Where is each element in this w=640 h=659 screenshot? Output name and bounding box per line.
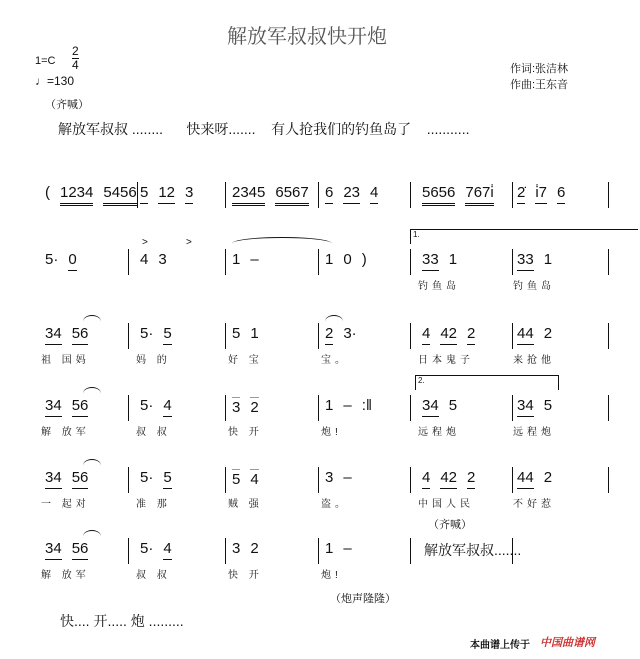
note: 5 bbox=[163, 325, 171, 345]
slur bbox=[83, 530, 101, 543]
lyrics: 快 开 bbox=[228, 570, 263, 581]
barline bbox=[608, 323, 609, 349]
notes bbox=[422, 325, 485, 345]
notes bbox=[140, 325, 182, 345]
notes bbox=[325, 469, 362, 488]
note: 5· bbox=[140, 540, 154, 557]
note: 5 bbox=[448, 397, 458, 414]
slur bbox=[83, 387, 101, 400]
note: 1 bbox=[325, 251, 334, 268]
note: 4 bbox=[422, 469, 430, 489]
barline bbox=[512, 182, 513, 208]
barline bbox=[410, 323, 411, 349]
note: 5 bbox=[543, 397, 553, 414]
notes bbox=[232, 184, 319, 206]
barline bbox=[318, 323, 319, 349]
barline bbox=[225, 467, 226, 493]
volta-bracket: 1. bbox=[410, 229, 638, 244]
lyrics: 日本鬼子 bbox=[418, 355, 474, 366]
note: 2 bbox=[543, 325, 553, 342]
note: 1 bbox=[543, 251, 553, 268]
note: 44 bbox=[517, 469, 534, 489]
note: 6567 bbox=[275, 184, 308, 206]
shout-direction-2: （齐喊） bbox=[428, 519, 472, 531]
barline bbox=[608, 249, 609, 275]
barline bbox=[128, 323, 129, 349]
key-signature: 1=C bbox=[35, 55, 56, 67]
barline bbox=[512, 467, 513, 493]
notes bbox=[517, 397, 562, 417]
notes bbox=[45, 184, 147, 206]
note: 5 bbox=[232, 471, 241, 488]
time-signature bbox=[72, 45, 79, 72]
note: i̇7 bbox=[535, 184, 547, 204]
slur bbox=[325, 315, 343, 328]
spoken-intro: 解放军叔叔 ........ 快来呀....... 有人抢我们的钓鱼岛了 ........... bbox=[58, 121, 470, 137]
note: 5· bbox=[140, 325, 154, 342]
notes bbox=[325, 397, 382, 416]
footer-text: 本曲谱上传于 bbox=[470, 640, 530, 651]
note: 56 bbox=[72, 397, 89, 417]
barline bbox=[608, 467, 609, 493]
lyrics: 远程炮 bbox=[513, 427, 555, 438]
lyrics: 解 放军 bbox=[41, 570, 90, 581]
barline bbox=[608, 182, 609, 208]
note: 33 bbox=[517, 251, 534, 271]
notes bbox=[422, 397, 467, 417]
slur bbox=[83, 459, 101, 472]
note: 5 bbox=[232, 325, 241, 342]
note: 34 bbox=[45, 469, 62, 489]
note: – bbox=[343, 540, 352, 557]
note: 34 bbox=[422, 397, 439, 417]
song-title: 解放军叔叔快开炮 bbox=[227, 24, 387, 48]
note: 4 bbox=[370, 184, 378, 204]
notes bbox=[140, 397, 182, 417]
barline bbox=[512, 249, 513, 275]
note: 34 bbox=[517, 397, 534, 417]
barline bbox=[608, 395, 609, 421]
lyrics: 钓鱼岛 bbox=[513, 281, 555, 292]
slur bbox=[232, 237, 332, 250]
lyrics: 炮! bbox=[321, 570, 342, 581]
barline bbox=[225, 538, 226, 564]
note: 2 bbox=[467, 325, 475, 345]
note: – bbox=[343, 469, 352, 486]
note: 2 bbox=[325, 325, 333, 345]
lyrics: 准 那 bbox=[136, 499, 171, 510]
notes bbox=[232, 251, 269, 270]
note: 4 bbox=[163, 397, 171, 417]
barline bbox=[225, 249, 226, 275]
note: 44 bbox=[517, 325, 534, 345]
note: 42 bbox=[440, 325, 457, 345]
notes bbox=[45, 469, 98, 489]
notes bbox=[232, 540, 269, 559]
barline bbox=[225, 395, 226, 421]
note: 23 bbox=[343, 184, 360, 204]
note: 5· bbox=[45, 251, 59, 268]
note: 6 bbox=[557, 184, 565, 204]
time-denominator: 4 bbox=[72, 58, 79, 72]
accent-mark: > bbox=[186, 237, 192, 248]
shout-direction: （齐喊） bbox=[45, 99, 89, 111]
site-logo[interactable]: 中国曲谱网 bbox=[540, 637, 595, 649]
lyrics: 妈 的 bbox=[136, 355, 171, 366]
note: 4 bbox=[422, 325, 430, 345]
barline bbox=[128, 395, 129, 421]
lyrics: 不好惹 bbox=[513, 499, 555, 510]
lyrics: 解 放军 bbox=[41, 427, 90, 438]
barline bbox=[512, 395, 513, 421]
lyricist-credit: 作词:张洁林 bbox=[510, 63, 569, 75]
note: ( bbox=[45, 184, 50, 201]
lyrics: 贼 强 bbox=[228, 499, 263, 510]
lyrics: 远程炮 bbox=[418, 427, 460, 438]
lyrics: 一 起对 bbox=[41, 499, 90, 510]
note: 2 bbox=[250, 540, 259, 557]
notes bbox=[422, 184, 504, 206]
notes bbox=[140, 184, 203, 204]
note: 767i̇ bbox=[465, 184, 493, 206]
lyrics: 盗。 bbox=[321, 499, 349, 510]
note: 1234 bbox=[60, 184, 93, 206]
time-numerator: 2 bbox=[72, 44, 79, 58]
note: 2 bbox=[467, 469, 475, 489]
notes bbox=[45, 397, 98, 417]
lyrics: 叔 叔 bbox=[136, 570, 171, 581]
slur bbox=[83, 315, 101, 328]
lyrics: 中国人民 bbox=[418, 499, 474, 510]
note: 2 bbox=[543, 469, 553, 486]
note: 2̇ bbox=[517, 184, 525, 204]
lyrics: 祖 国妈 bbox=[41, 355, 90, 366]
note: 3 bbox=[232, 540, 241, 557]
tempo-marking: ♩=130 bbox=[35, 74, 75, 88]
note: 3· bbox=[343, 325, 357, 342]
note: 5· bbox=[140, 397, 154, 414]
note: 4 bbox=[163, 540, 171, 560]
cannon-direction: （炮声隆隆） bbox=[330, 593, 396, 605]
lyrics: 炮! bbox=[321, 427, 342, 438]
note: 34 bbox=[45, 325, 62, 345]
note: 5456 bbox=[103, 184, 136, 206]
notes bbox=[517, 469, 562, 489]
note: 12 bbox=[158, 184, 175, 204]
note: 1 bbox=[250, 325, 259, 342]
notes bbox=[232, 325, 269, 344]
notes bbox=[45, 325, 98, 345]
notes bbox=[140, 469, 182, 489]
lyrics: 快 开 bbox=[228, 427, 263, 438]
barline bbox=[410, 467, 411, 493]
barline bbox=[410, 395, 411, 421]
notes bbox=[422, 469, 485, 489]
lyrics: 好 宝 bbox=[228, 355, 263, 366]
barline bbox=[512, 323, 513, 349]
note: 33 bbox=[422, 251, 439, 271]
lyrics: 钓鱼岛 bbox=[418, 281, 460, 292]
barline bbox=[128, 467, 129, 493]
barline bbox=[225, 323, 226, 349]
barline bbox=[318, 395, 319, 421]
barline bbox=[318, 467, 319, 493]
lyrics: 宝。 bbox=[321, 355, 349, 366]
notes bbox=[325, 251, 377, 270]
barline bbox=[410, 182, 411, 208]
spoken-ending: 快.... 开..... 炮 ......... bbox=[60, 613, 184, 629]
composer-credit: 作曲:王东音 bbox=[510, 79, 569, 91]
lyrics: 来抢他 bbox=[513, 355, 555, 366]
note: 2345 bbox=[232, 184, 265, 206]
note: 1 bbox=[325, 397, 334, 414]
notes bbox=[232, 469, 269, 490]
note: 42 bbox=[440, 469, 457, 489]
barline bbox=[318, 249, 319, 275]
notes bbox=[325, 540, 362, 559]
notes bbox=[422, 251, 467, 271]
note: ) bbox=[361, 251, 367, 268]
note: 1 bbox=[448, 251, 458, 268]
note: 1 bbox=[325, 540, 334, 557]
note: 4 bbox=[140, 251, 149, 268]
spoken-line-2: 解放军叔叔....... bbox=[424, 542, 522, 558]
notes bbox=[517, 251, 562, 271]
note: 3 bbox=[232, 399, 241, 416]
note: 56 bbox=[72, 540, 89, 560]
notes bbox=[517, 184, 575, 204]
notes bbox=[517, 325, 562, 345]
note: – bbox=[343, 397, 352, 414]
notes bbox=[232, 397, 269, 418]
note: :‖ bbox=[361, 397, 373, 414]
barline bbox=[410, 538, 411, 564]
notes bbox=[140, 251, 177, 270]
note: 0 bbox=[68, 251, 76, 271]
note: 5656 bbox=[422, 184, 455, 206]
note: – bbox=[250, 251, 259, 268]
notes bbox=[325, 184, 388, 204]
barline bbox=[128, 538, 129, 564]
note: 3 bbox=[325, 469, 334, 486]
note: 5· bbox=[140, 469, 154, 486]
note: 56 bbox=[72, 469, 89, 489]
barline bbox=[128, 249, 129, 275]
note: 2 bbox=[250, 399, 259, 416]
notes bbox=[325, 325, 367, 345]
accent-mark: > bbox=[142, 237, 148, 248]
barline bbox=[318, 538, 319, 564]
note: 56 bbox=[72, 325, 89, 345]
notes bbox=[140, 540, 182, 560]
barline bbox=[410, 249, 411, 275]
note: 5 bbox=[140, 184, 148, 204]
notes bbox=[45, 540, 98, 560]
note: 1 bbox=[232, 251, 241, 268]
note: 4 bbox=[250, 471, 259, 488]
notes bbox=[45, 251, 87, 271]
note: 0 bbox=[343, 251, 352, 268]
lyrics: 叔 叔 bbox=[136, 427, 171, 438]
note: 5 bbox=[163, 469, 171, 489]
volta-bracket: 2. bbox=[415, 375, 559, 390]
note: 3 bbox=[158, 251, 167, 268]
note: 3 bbox=[185, 184, 193, 204]
note: 34 bbox=[45, 397, 62, 417]
note: 6 bbox=[325, 184, 333, 204]
note: 34 bbox=[45, 540, 62, 560]
barline bbox=[225, 182, 226, 208]
